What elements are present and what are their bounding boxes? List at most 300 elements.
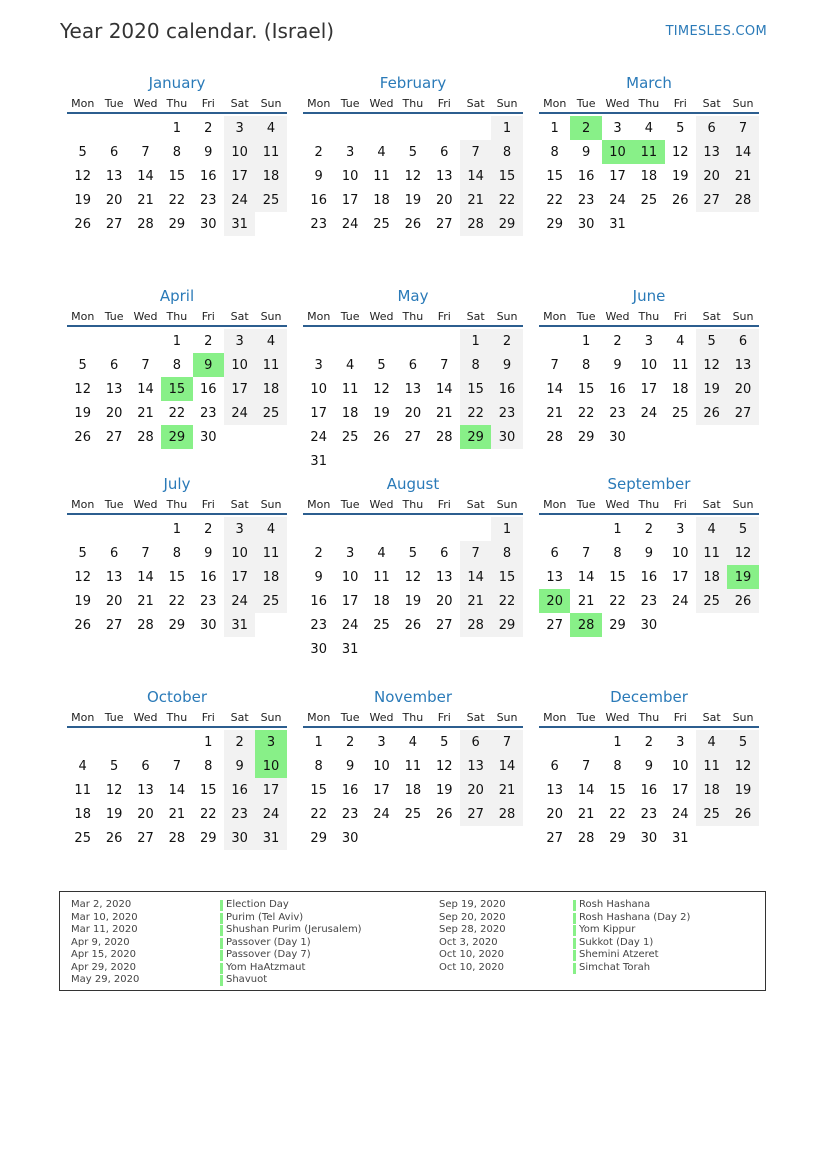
day-cell: 23 [341,806,359,822]
day-cell: 16 [224,778,255,802]
empty-cell [366,517,397,541]
weekday-label: Fri [201,96,215,110]
day-cell: 27 [435,617,453,633]
month-name: September [607,475,691,493]
day-cell: 15 [546,168,563,184]
day-cell: 4 [78,758,87,774]
weekday-label: Sat [230,710,249,724]
day-cell: 19 [696,377,727,401]
legend-holiday-date: Sep 28, 2020 [439,924,506,935]
day-cell: 4 [377,144,386,160]
day-cell: 19 [671,168,689,184]
weekday-label: Sun [496,96,518,110]
day-cell: 19 [74,405,91,421]
day-cell: 27 [105,216,123,232]
day-cell: 30 [577,216,595,232]
day-cell: 26 [404,617,422,633]
holiday-day-cell: 9 [193,353,224,377]
day-cell: 2 [204,521,213,537]
day-grid [303,329,523,473]
weekday-label: Wed [605,497,630,511]
day-cell: 3 [676,734,685,750]
holiday-day-cell: 10 [602,140,633,164]
weekday-label: Mon [71,309,95,323]
day-cell: 30 [310,641,327,657]
day-grid [539,116,759,236]
day-cell: 17 [671,782,689,798]
day-cell: 11 [373,569,390,585]
day-cell: 10 [224,140,255,164]
month-december [539,686,759,850]
day-cell: 3 [613,120,622,136]
site-link[interactable]: TIMESLES.COM [665,24,767,39]
day-cell: 21 [435,405,453,421]
weekday-label: Mon [543,497,567,511]
day-cell: 28 [460,613,491,637]
day-cell: 24 [671,806,689,822]
day-grid [539,517,759,637]
day-cell: 31 [224,613,255,637]
day-cell: 26 [671,192,689,208]
day-cell: 9 [314,168,323,184]
day-cell: 22 [546,192,563,208]
legend-holiday-date: Oct 10, 2020 [439,949,504,960]
day-cell: 20 [105,593,123,609]
empty-cell [539,517,570,541]
day-cell: 5 [727,730,758,754]
day-cell: 2 [644,521,653,537]
day-cell: 26 [373,429,390,445]
day-cell: 10 [640,357,658,373]
weekday-label: Wed [605,710,630,724]
day-cell: 6 [109,545,119,561]
day-cell: 2 [491,329,522,353]
day-cell: 22 [609,806,626,822]
day-cell: 3 [377,734,386,750]
weekday-label: Fri [201,309,215,323]
day-cell: 11 [696,754,727,778]
weekday-label: Wed [605,96,630,110]
weekday-label: Sat [466,96,485,110]
month-april [67,285,287,449]
day-cell: 2 [314,144,323,160]
month-name: April [159,287,195,305]
legend-holiday-date: Sep 19, 2020 [439,899,506,910]
day-cell: 9 [491,353,522,377]
day-cell: 21 [460,188,491,212]
day-cell: 17 [609,168,626,184]
day-cell: 2 [613,333,622,349]
day-cell: 3 [314,357,323,373]
legend-holiday-name: Election Day [220,899,362,912]
weekday-label: Mon [71,96,95,110]
day-cell: 5 [78,357,87,373]
weekday-label: Mon [307,309,331,323]
empty-cell [130,517,161,541]
day-cell: 13 [546,569,563,585]
day-cell: 8 [172,357,181,373]
day-cell: 17 [373,782,390,798]
day-cell: 28 [546,429,563,445]
day-cell: 20 [105,192,123,208]
empty-cell [539,329,570,353]
day-cell: 5 [727,517,758,541]
day-cell: 17 [255,778,286,802]
weekday-label: Mon [307,96,331,110]
day-cell: 17 [310,405,327,421]
day-cell: 14 [577,782,595,798]
day-cell: 2 [224,730,255,754]
weekday-label: Sun [732,497,754,511]
day-cell: 1 [613,521,622,537]
weekday-label: Fri [201,497,215,511]
day-cell: 1 [581,333,591,349]
day-cell: 3 [224,116,255,140]
day-cell: 14 [168,782,186,798]
day-cell: 27 [404,429,422,445]
day-cell: 22 [168,192,186,208]
empty-cell [366,116,397,140]
holiday-day-cell: 28 [570,613,601,637]
weekday-header [303,307,523,327]
day-cell: 5 [109,758,119,774]
day-cell: 11 [255,541,286,565]
weekday-label: Fri [673,710,687,724]
empty-cell [570,517,601,541]
day-cell: 16 [199,168,217,184]
day-cell: 16 [609,381,626,397]
day-cell: 6 [460,730,491,754]
day-cell: 20 [546,806,563,822]
day-grid [539,329,759,449]
day-cell: 19 [74,593,91,609]
day-cell: 20 [137,806,154,822]
month-march [539,72,759,236]
day-cell: 14 [460,565,491,589]
day-cell: 27 [105,617,123,633]
weekday-label: Sat [702,309,721,323]
day-cell: 8 [172,144,181,160]
holiday-day-cell: 15 [161,377,192,401]
day-cell: 4 [255,517,286,541]
day-cell: 23 [310,216,327,232]
weekday-label: Tue [576,497,596,511]
month-september [539,473,759,637]
day-cell: 26 [105,830,123,846]
day-cell: 24 [341,617,359,633]
weekday-label: Fri [673,497,687,511]
day-cell: 23 [640,806,658,822]
day-cell: 6 [696,116,727,140]
weekday-label: Tue [104,96,124,110]
day-cell: 30 [199,617,217,633]
weekday-label: Thu [638,309,660,323]
day-cell: 7 [141,144,150,160]
day-cell: 7 [581,545,591,561]
day-cell: 12 [105,782,123,798]
weekday-label: Thu [638,710,660,724]
day-cell: 3 [644,333,653,349]
day-cell: 29 [310,830,327,846]
weekday-label: Sat [702,710,721,724]
weekday-label: Thu [638,497,660,511]
holiday-day-cell: 11 [633,140,664,164]
day-cell: 15 [199,782,217,798]
page-title: Year 2020 calendar. (Israel) [60,19,335,43]
weekday-label: Thu [402,710,424,724]
weekday-label: Wed [369,710,394,724]
month-name: February [379,74,447,92]
day-cell: 27 [137,830,154,846]
legend-holiday-name: Purim (Tel Aviv) [220,912,362,925]
day-cell: 4 [255,116,286,140]
empty-cell [161,730,192,754]
day-cell: 12 [727,754,758,778]
day-cell: 29 [609,617,626,633]
weekday-header [67,708,287,728]
day-cell: 27 [727,401,758,425]
day-cell: 1 [204,734,213,750]
day-cell: 11 [255,353,286,377]
weekday-header [67,495,287,515]
day-cell: 27 [546,830,563,846]
day-cell: 19 [404,192,422,208]
day-cell: 15 [460,377,491,401]
empty-cell [334,116,365,140]
day-cell: 6 [141,758,150,774]
day-cell: 22 [609,593,626,609]
day-cell: 7 [550,357,559,373]
day-cell: 11 [74,782,91,798]
day-cell: 15 [491,565,522,589]
day-cell: 5 [408,144,417,160]
day-cell: 14 [577,569,595,585]
day-cell: 24 [255,802,286,826]
day-cell: 13 [105,569,123,585]
weekday-label: Mon [307,710,331,724]
day-cell: 25 [640,192,658,208]
day-cell: 29 [491,212,522,236]
day-cell: 29 [577,429,595,445]
weekday-label: Sat [230,497,249,511]
day-cell: 10 [224,541,255,565]
day-cell: 6 [408,357,417,373]
day-cell: 2 [644,734,653,750]
month-june [539,285,759,449]
weekday-label: Sat [230,96,249,110]
weekday-header [539,495,759,515]
day-cell: 1 [314,734,323,750]
day-cell: 16 [199,569,217,585]
day-cell: 26 [435,806,453,822]
day-cell: 26 [74,429,91,445]
weekday-header [303,94,523,114]
day-cell: 17 [224,565,255,589]
day-cell: 23 [199,593,217,609]
day-cell: 13 [460,754,491,778]
day-cell: 26 [727,589,758,613]
day-cell: 7 [141,357,150,373]
legend-holiday-name: Yom HaAtzmaut [220,962,362,975]
day-cell: 16 [341,782,359,798]
weekday-label: Wed [133,710,158,724]
day-cell: 12 [727,541,758,565]
day-cell: 7 [581,758,591,774]
day-cell: 12 [373,381,390,397]
legend-holiday-date: Oct 3, 2020 [439,936,498,948]
day-cell: 26 [404,216,422,232]
day-cell: 27 [435,216,453,232]
day-cell: 28 [727,188,758,212]
empty-cell [67,329,98,353]
month-november [303,686,523,850]
weekday-label: Wed [369,96,394,110]
day-cell: 20 [435,192,453,208]
legend-holiday-name: Yom Kippur [573,924,690,937]
legend-holiday-date: Mar 2, 2020 [71,899,132,910]
holiday-day-cell: 19 [727,565,758,589]
day-cell: 9 [204,545,213,561]
day-cell: 1 [172,333,181,349]
day-cell: 14 [727,140,758,164]
weekday-label: Sat [466,710,485,724]
month-name: December [610,688,688,706]
day-cell: 3 [224,517,255,541]
day-cell: 25 [696,589,727,613]
day-cell: 5 [78,144,87,160]
day-cell: 16 [491,377,522,401]
month-name: August [386,475,440,493]
day-cell: 16 [577,168,595,184]
day-cell: 7 [141,545,150,561]
day-cell: 18 [341,405,359,421]
legend-holiday-name: Shushan Purim (Jerusalem) [220,924,362,937]
day-cell: 1 [613,734,622,750]
empty-cell [397,517,428,541]
day-cell: 12 [404,168,422,184]
day-cell: 28 [137,216,154,232]
month-january [67,72,287,236]
day-cell: 8 [581,357,591,373]
weekday-label: Fri [437,309,451,323]
day-cell: 14 [491,754,522,778]
weekday-label: Mon [71,710,95,724]
day-cell: 21 [460,589,491,613]
day-cell: 5 [377,357,386,373]
day-cell: 9 [644,758,653,774]
weekday-label: Mon [543,309,567,323]
empty-cell [460,116,491,140]
day-cell: 4 [345,357,355,373]
empty-cell [429,116,460,140]
day-cell: 9 [581,144,591,160]
day-cell: 5 [408,545,417,561]
day-cell: 30 [640,617,658,633]
day-cell: 10 [671,545,689,561]
day-cell: 13 [435,168,453,184]
day-cell: 3 [345,545,355,561]
weekday-label: Mon [543,96,567,110]
legend-holiday-name: Sukkot (Day 1) [573,937,690,950]
day-cell: 16 [640,782,658,798]
day-cell: 14 [137,168,154,184]
month-may [303,285,523,473]
day-grid [303,517,523,661]
day-cell: 27 [546,617,563,633]
weekday-header [303,495,523,515]
day-cell: 30 [199,216,217,232]
day-cell: 18 [74,806,91,822]
day-cell: 9 [204,144,213,160]
day-cell: 6 [109,144,119,160]
day-cell: 25 [373,216,390,232]
holiday-day-cell: 20 [539,589,570,613]
day-cell: 27 [105,429,123,445]
day-cell: 15 [168,168,186,184]
empty-cell [67,517,98,541]
day-cell: 12 [696,353,727,377]
day-grid [303,730,523,850]
weekday-label: Tue [340,96,360,110]
day-cell: 6 [550,758,559,774]
day-cell: 21 [577,806,595,822]
day-cell: 18 [696,565,727,589]
day-cell: 7 [727,116,758,140]
day-cell: 13 [105,168,123,184]
day-cell: 6 [109,357,119,373]
day-cell: 28 [137,429,154,445]
day-cell: 5 [78,545,87,561]
day-cell: 21 [491,778,522,802]
day-cell: 8 [613,758,622,774]
day-cell: 31 [255,826,286,850]
day-cell: 4 [408,734,417,750]
day-cell: 26 [74,216,91,232]
day-cell: 31 [310,453,327,469]
day-grid [303,116,523,236]
day-cell: 29 [168,617,186,633]
day-cell: 24 [373,806,390,822]
day-cell: 16 [310,192,327,208]
weekday-header [67,307,287,327]
month-name: July [163,475,191,493]
month-august [303,473,523,661]
empty-cell [429,517,460,541]
day-cell: 15 [168,569,186,585]
day-cell: 19 [74,192,91,208]
day-cell: 11 [255,140,286,164]
weekday-label: Tue [104,497,124,511]
day-cell: 12 [404,569,422,585]
day-cell: 20 [105,405,123,421]
weekday-label: Fri [437,710,451,724]
day-cell: 29 [168,216,186,232]
legend-holiday-date: Apr 9, 2020 [71,936,130,948]
day-cell: 11 [341,381,359,397]
legend-holiday-name: Shemini Atzeret [573,949,690,962]
empty-cell [334,517,365,541]
weekday-label: Sat [466,497,485,511]
weekday-label: Sat [230,309,249,323]
day-cell: 1 [460,329,491,353]
day-cell: 17 [640,381,658,397]
day-cell: 23 [224,802,255,826]
empty-cell [397,116,428,140]
month-february [303,72,523,236]
weekday-label: Thu [402,497,424,511]
day-cell: 28 [168,830,186,846]
legend-holiday-date: Mar 11, 2020 [71,924,138,935]
